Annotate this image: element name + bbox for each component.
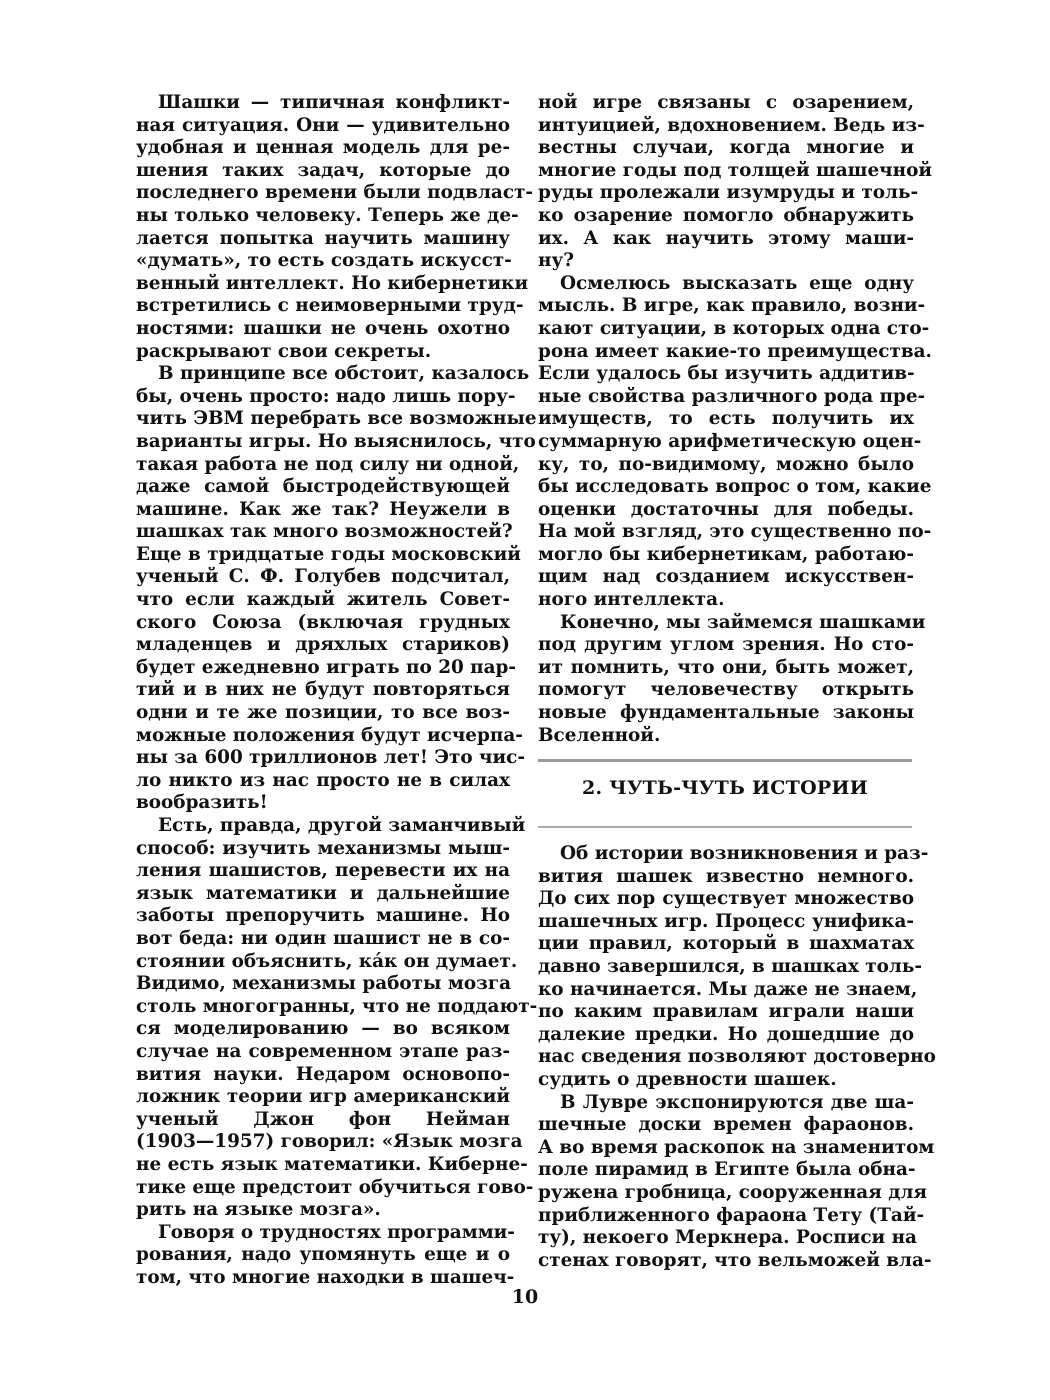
text-line: судить о древности шашек. [538, 1068, 837, 1090]
text-line: А во время раскопок на знаменитом [538, 1136, 935, 1158]
text-line: их. А как научить этому маши- [538, 227, 914, 249]
text-line: ученый Джон фон Нейман [136, 1108, 510, 1130]
text-line: ная ситуация. Они — удивительно [136, 114, 510, 136]
text-line: чить ЭВМ перебрать все возможные [136, 408, 537, 430]
text-line: шения таких задач, которые до [136, 159, 510, 181]
text-line: кают ситуации, в которых одна сто- [538, 317, 930, 339]
text-line: язык математики и дальнейшие [136, 882, 510, 904]
text-line: машине. Как же так? Неужели в [136, 498, 510, 520]
text-line: ся моделированию — во всяком [136, 1018, 510, 1040]
text-line: столь многогранны, что не поддают- [136, 995, 538, 1017]
text-line: ского Союза (включая грудных [136, 611, 510, 633]
section-top-rule [538, 759, 912, 762]
text-line: давно завершился, в шашках толь- [538, 955, 922, 977]
text-line: Есть, правда, другой заманчивый [158, 815, 526, 836]
text-line: стенах говорят, что вельможей вла- [538, 1249, 932, 1271]
text-line: далекие предки. Но дошедшие до [538, 1023, 914, 1045]
text-line: ции правил, который в шахматах [538, 933, 914, 955]
text-line: приближенного фараона Тету (Тай- [538, 1204, 925, 1226]
text-line: будет ежедневно играть по 20 пар- [136, 656, 517, 678]
text-line: ления шашистов, перевести их на [136, 860, 510, 882]
paragraph [538, 843, 936, 1092]
text-line: раскрывают свои секреты. [136, 340, 432, 362]
text-line: шечные доски времен фараонов. [538, 1114, 914, 1136]
text-line: Шашки — типичная конфликт- [158, 92, 510, 113]
text-line: последнего времени были подвласт- [136, 182, 534, 204]
section-heading: 2. ЧУТЬ-ЧУТЬ ИСТОРИИ [581, 777, 869, 799]
text-line: что если каждый житель Совет- [136, 589, 510, 611]
text-line: Осмелюсь высказать еще одну [560, 272, 914, 294]
left-column [136, 92, 538, 1289]
paragraph [136, 815, 538, 1222]
text-line: Еще в тридцатые годы московский [136, 543, 521, 565]
text-line: вестны случаи, когда многие и [538, 137, 914, 159]
text-line: вития науки. Недаром основопо- [136, 1063, 510, 1085]
text-line: бы, очень просто: надо лишь пору- [136, 385, 516, 407]
text-line: ружена гробница, сооруженная для [538, 1181, 928, 1203]
text-line: можные положения будут исчерпа- [136, 724, 523, 746]
text-line: ко начинается. Мы даже не знаем, [538, 978, 918, 1000]
text-line: стоянии объяснить, ка́к он думает. [136, 950, 518, 972]
paragraph [538, 611, 926, 748]
text-line: В Лувре экспонируются две ша- [560, 1091, 914, 1113]
text-line: встретились с неимоверными труд- [136, 295, 524, 317]
text-line: одни и те же позиции, то все воз- [136, 702, 510, 724]
text-line: интуицией, вдохновением. Ведь из- [538, 114, 925, 136]
text-line: «думать», то есть создать искусст- [136, 250, 512, 272]
text-line: (1903—1957) говорил: «Язык мозга [136, 1131, 523, 1153]
text-line: Видимо, механизмы работы мозга [136, 973, 512, 995]
text-line: помогут человечеству открыть [538, 679, 914, 701]
text-line: ны за 600 триллионов лет! Это чис- [136, 747, 525, 769]
text-line: ну? [538, 250, 575, 272]
text-line: ло никто из нас просто не в силах [136, 769, 510, 791]
text-line: ложник теории игр американский [136, 1086, 510, 1108]
text-line: по каким правилам играли наши [538, 1001, 914, 1023]
text-line: новые фундаментальные законы [538, 702, 914, 724]
text-line: щим над созданием искусствен- [538, 566, 914, 588]
text-line: Об истории возникновения и раз- [560, 843, 929, 864]
text-line: ностями: шашки не очень охотно [136, 317, 510, 339]
text-line: Конечно, мы займемся шашками [560, 611, 926, 633]
text-line: могло бы кибернетикам, работаю- [538, 543, 914, 565]
right-column [538, 92, 932, 747]
text-line: такая работа не под силу ни одной, [136, 453, 520, 475]
text-line: ного интеллекта. [538, 589, 725, 611]
paragraph [538, 92, 932, 273]
text-line: имуществ, то есть получить их [538, 408, 914, 430]
text-line: ту), некоего Меркнера. Росписи на [538, 1227, 917, 1249]
text-line: ной игре связаны с озарением, [538, 92, 914, 113]
text-line: случае на современном этапе раз- [136, 1040, 510, 1062]
text-line: руды пролежали изумруды и толь- [538, 182, 919, 204]
text-line: ко озарение помогло обнаружить [538, 204, 914, 226]
text-line: не есть язык математики. Киберне- [136, 1153, 528, 1175]
text-line: даже самой быстродействующей [136, 476, 510, 498]
text-line: рить на языке мозга». [136, 1199, 381, 1221]
text-line: лается попытка научить машину [136, 227, 510, 249]
text-line: тий и в них не будут повторяться [136, 679, 510, 701]
text-line: нас сведения позволяют достоверно [538, 1046, 936, 1068]
text-line: тике еще предстоит обучиться гово- [136, 1176, 534, 1198]
paragraph [538, 1091, 935, 1273]
text-line: ку, то, по-видимому, можно было [538, 453, 914, 475]
text-line: вообразить! [136, 792, 268, 814]
paragraph [136, 363, 537, 815]
text-line: том, что многие находки в шашеч- [136, 1266, 515, 1288]
paragraph [136, 1221, 515, 1290]
paragraph [538, 272, 932, 612]
text-line: мысль. В игре, как правило, возни- [538, 295, 926, 317]
section-body [538, 843, 936, 1272]
text-line: рона имеет какие-то преимущества. [538, 340, 932, 362]
text-line: шашках так много возможностей? [136, 521, 513, 543]
text-line: вития шашек известно немного. [538, 865, 914, 887]
text-line: Если удалось бы изучить аддитив- [538, 363, 915, 385]
text-line: поле пирамид в Египте была обна- [538, 1159, 916, 1181]
text-line: ные свойства различного рода пре- [538, 385, 926, 407]
text-line: шашечных игр. Процесс унифика- [538, 910, 914, 932]
text-line: В принципе все обстоит, казалось [158, 363, 530, 385]
paragraph [136, 92, 534, 363]
text-line: бы исследовать вопрос о том, какие [538, 476, 932, 498]
text-line: рования, надо упомянуть еще и о [136, 1244, 510, 1266]
text-line: многие годы под толщей шашечной [538, 159, 932, 181]
section-bottom-rule [538, 826, 912, 828]
text-line: способ: изучить механизмы мыш- [136, 837, 510, 859]
text-line: До сих пор существует множество [538, 888, 914, 910]
text-line: суммарную арифметическую оцен- [538, 430, 922, 452]
text-line: Вселенной. [538, 724, 661, 746]
page-number: 10 [511, 1286, 539, 1308]
text-line: оценки достаточны для победы. [538, 498, 914, 520]
text-line: заботы препоручить машине. Но [136, 905, 510, 927]
text-line: ны только человеку. Теперь же де- [136, 204, 519, 226]
text-line: вот беда: ни один шашист не в со- [136, 927, 510, 949]
text-line: На мой взгляд, это существенно по- [538, 521, 932, 543]
text-line: младенцев и дряхлых стариков) [136, 634, 510, 656]
text-line: Говоря о трудностях программи- [158, 1221, 515, 1243]
text-line: ит помнить, что они, быть может, [538, 656, 914, 678]
text-line: под другим углом зрения. Но сто- [538, 634, 914, 656]
text-line: венный интеллект. Но кибернетики [136, 272, 529, 294]
text-line: варианты игры. Но выяснилось, что [136, 430, 536, 452]
text-line: удобная и ценная модель для ре- [136, 137, 510, 159]
text-line: ученый С. Ф. Голубев подсчитал, [136, 566, 510, 588]
